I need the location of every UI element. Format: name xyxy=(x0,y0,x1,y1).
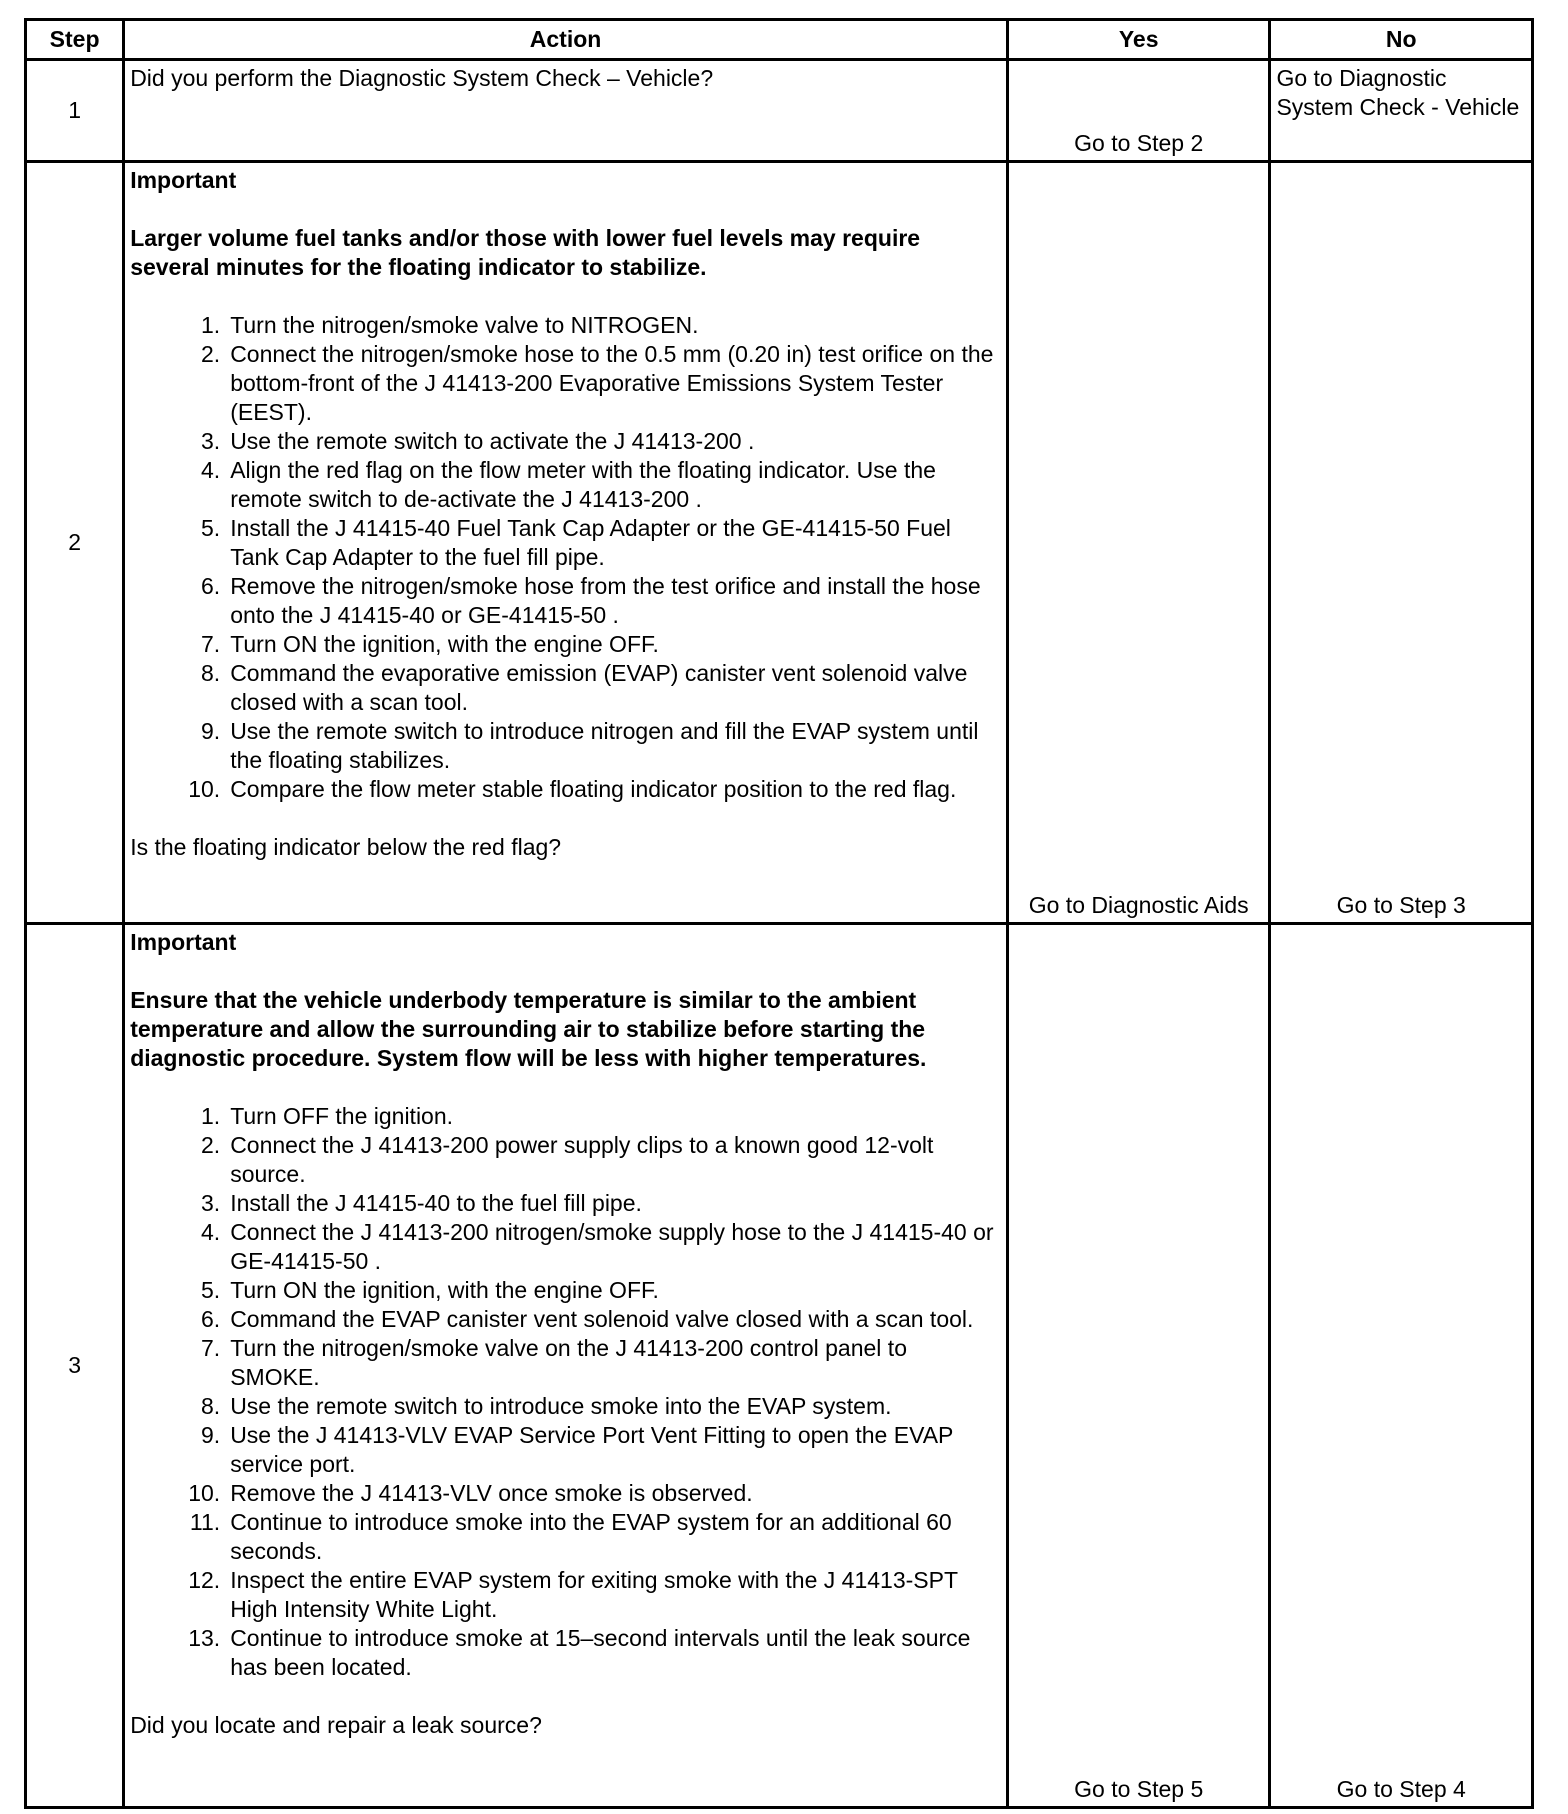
list-item xyxy=(130,1276,1001,1305)
list-item-number: 4. xyxy=(201,1219,221,1245)
list-item xyxy=(130,1334,1001,1392)
diagnostic-table xyxy=(24,18,1534,1809)
list-item xyxy=(130,1392,1001,1421)
list-item-number: 3. xyxy=(201,428,221,454)
list-item xyxy=(130,1479,1001,1508)
list-item-number: 1. xyxy=(201,1103,221,1129)
important-note: Larger volume fuel tanks and/or those with lower fuel levels may require several minutes for the floating indicator to stabilize. xyxy=(130,225,921,280)
list-item xyxy=(130,1189,1001,1218)
list-item-number: 10. xyxy=(188,1480,221,1506)
step-number: 1 xyxy=(26,60,124,162)
table-row xyxy=(26,924,1533,1808)
list-item-text: Install the J 41415-40 Fuel Tank Cap Adapter or the GE-41415-50 Fuel Tank Cap Adapter to the fuel fill pipe. xyxy=(230,515,951,570)
diagnostic-table-page xyxy=(24,18,1534,1809)
list-item-text: Compare the flow meter stable floating indicator position to the red flag. xyxy=(230,776,957,802)
list-item-text: Continue to introduce smoke at 15–second intervals until the leak source has been located. xyxy=(230,1625,971,1680)
table-row xyxy=(26,60,1533,162)
header-action: Action xyxy=(124,20,1008,60)
list-item xyxy=(130,775,1001,804)
list-item xyxy=(130,659,1001,717)
list-item xyxy=(130,1624,1001,1682)
list-item xyxy=(130,572,1001,630)
list-item-text: Continue to introduce smoke into the EVAP system for an additional 60 seconds. xyxy=(230,1509,952,1564)
list-item-text: Command the evaporative emission (EVAP) canister vent solenoid valve closed with a scan tool. xyxy=(230,660,968,715)
list-item xyxy=(130,514,1001,572)
list-item xyxy=(130,427,1001,456)
list-item xyxy=(130,1566,1001,1624)
header-no: No xyxy=(1270,20,1533,60)
list-item-number: 9. xyxy=(201,718,221,744)
list-item-number: 11. xyxy=(189,1509,221,1535)
list-item xyxy=(130,1102,1001,1131)
no-outcome: Go to Step 4 xyxy=(1270,924,1533,1808)
list-item-number: 12. xyxy=(188,1567,221,1593)
list-item-number: 8. xyxy=(201,660,221,686)
list-item-number: 3. xyxy=(201,1190,221,1216)
list-item-number: 10. xyxy=(188,776,221,802)
list-item-text: Install the J 41415-40 to the fuel fill pipe. xyxy=(230,1190,642,1216)
list-item-text: Connect the J 41413-200 power supply clips to a known good 12-volt source. xyxy=(230,1132,934,1187)
list-item-text: Use the J 41413-VLV EVAP Service Port Vent Fitting to open the EVAP service port. xyxy=(230,1422,953,1477)
important-note: Ensure that the vehicle underbody temperature is similar to the ambient temperature and allow the surrounding air to stabilize before starting the diagnostic procedure. System flow will be less with higher temperatures. xyxy=(130,987,927,1071)
list-item-number: 9. xyxy=(201,1422,221,1448)
list-item xyxy=(130,1508,1001,1566)
header-row xyxy=(26,20,1533,60)
action-cell xyxy=(124,162,1008,924)
step-number: 3 xyxy=(26,924,124,1808)
step-number: 2 xyxy=(26,162,124,924)
list-item xyxy=(130,1131,1001,1189)
list-item-number: 6. xyxy=(201,1306,221,1332)
list-item xyxy=(130,456,1001,514)
list-item-number: 4. xyxy=(201,457,221,483)
list-item-text: Turn the nitrogen/smoke valve to NITROGEN. xyxy=(230,312,699,338)
list-item-text: Turn the nitrogen/smoke valve on the J 41413-200 control panel to SMOKE. xyxy=(230,1335,907,1390)
list-item-number: 2. xyxy=(201,1132,221,1158)
list-item xyxy=(130,717,1001,775)
list-item-text: Turn OFF the ignition. xyxy=(230,1103,454,1129)
list-item-text: Inspect the entire EVAP system for exiting smoke with the J 41413-SPT High Intensity White Light. xyxy=(230,1567,958,1622)
list-item-number: 1. xyxy=(201,312,221,338)
list-item-text: Align the red flag on the flow meter with the floating indicator. Use the remote switch to de-activate the J 41413-200 . xyxy=(230,457,936,512)
list-item-text: Use the remote switch to introduce nitrogen and fill the EVAP system until the floating stabilizes. xyxy=(230,718,979,773)
list-item-text: Use the remote switch to introduce smoke into the EVAP system. xyxy=(230,1393,892,1419)
list-item-number: 8. xyxy=(201,1393,221,1419)
list-item-text: Turn ON the ignition, with the engine OFF. xyxy=(230,631,659,657)
action-question: Did you locate and repair a leak source? xyxy=(130,1712,542,1738)
no-outcome: Go to Diagnostic System Check - Vehicle xyxy=(1270,60,1533,162)
list-item-number: 5. xyxy=(201,515,221,541)
yes-outcome: Go to Step 2 xyxy=(1007,60,1270,162)
action-cell xyxy=(124,60,1008,162)
action-question: Is the floating indicator below the red flag? xyxy=(130,834,562,860)
list-item-text: Connect the J 41413-200 nitrogen/smoke supply hose to the J 41415-40 or GE-41415-50 . xyxy=(230,1219,994,1274)
yes-outcome: Go to Diagnostic Aids xyxy=(1007,162,1270,924)
list-item-text: Use the remote switch to activate the J 41413-200 . xyxy=(230,428,755,454)
list-item-text: Turn ON the ignition, with the engine OFF. xyxy=(230,1277,659,1303)
yes-outcome: Go to Step 5 xyxy=(1007,924,1270,1808)
procedure-list xyxy=(130,311,1001,804)
list-item xyxy=(130,1305,1001,1334)
table-row xyxy=(26,162,1533,924)
header-step: Step xyxy=(26,20,124,60)
list-item xyxy=(130,1218,1001,1276)
list-item-text: Remove the nitrogen/smoke hose from the test orifice and install the hose onto the J 41415-40 or GE-41415-50 . xyxy=(230,573,981,628)
list-item-number: 2. xyxy=(201,341,221,367)
list-item-number: 5. xyxy=(201,1277,221,1303)
list-item xyxy=(130,1421,1001,1479)
important-label: Important xyxy=(130,929,237,955)
list-item-text: Command the EVAP canister vent solenoid valve closed with a scan tool. xyxy=(230,1306,974,1332)
header-yes: Yes xyxy=(1007,20,1270,60)
list-item-number: 7. xyxy=(201,1335,221,1361)
list-item-number: 6. xyxy=(201,573,221,599)
action-question: Did you perform the Diagnostic System Check – Vehicle? xyxy=(130,65,714,91)
list-item-text: Connect the nitrogen/smoke hose to the 0.5 mm (0.20 in) test orifice on the bottom-front of the J 41413-200 Evaporative Emissions System Tester (EEST). xyxy=(230,341,994,425)
action-cell xyxy=(124,924,1008,1808)
no-outcome: Go to Step 3 xyxy=(1270,162,1533,924)
list-item-number: 13. xyxy=(188,1625,221,1651)
list-item-text: Remove the J 41413-VLV once smoke is observed. xyxy=(230,1480,753,1506)
list-item xyxy=(130,630,1001,659)
list-item xyxy=(130,311,1001,340)
list-item xyxy=(130,340,1001,427)
list-item-number: 7. xyxy=(201,631,221,657)
important-label: Important xyxy=(130,167,237,193)
procedure-list xyxy=(130,1102,1001,1682)
